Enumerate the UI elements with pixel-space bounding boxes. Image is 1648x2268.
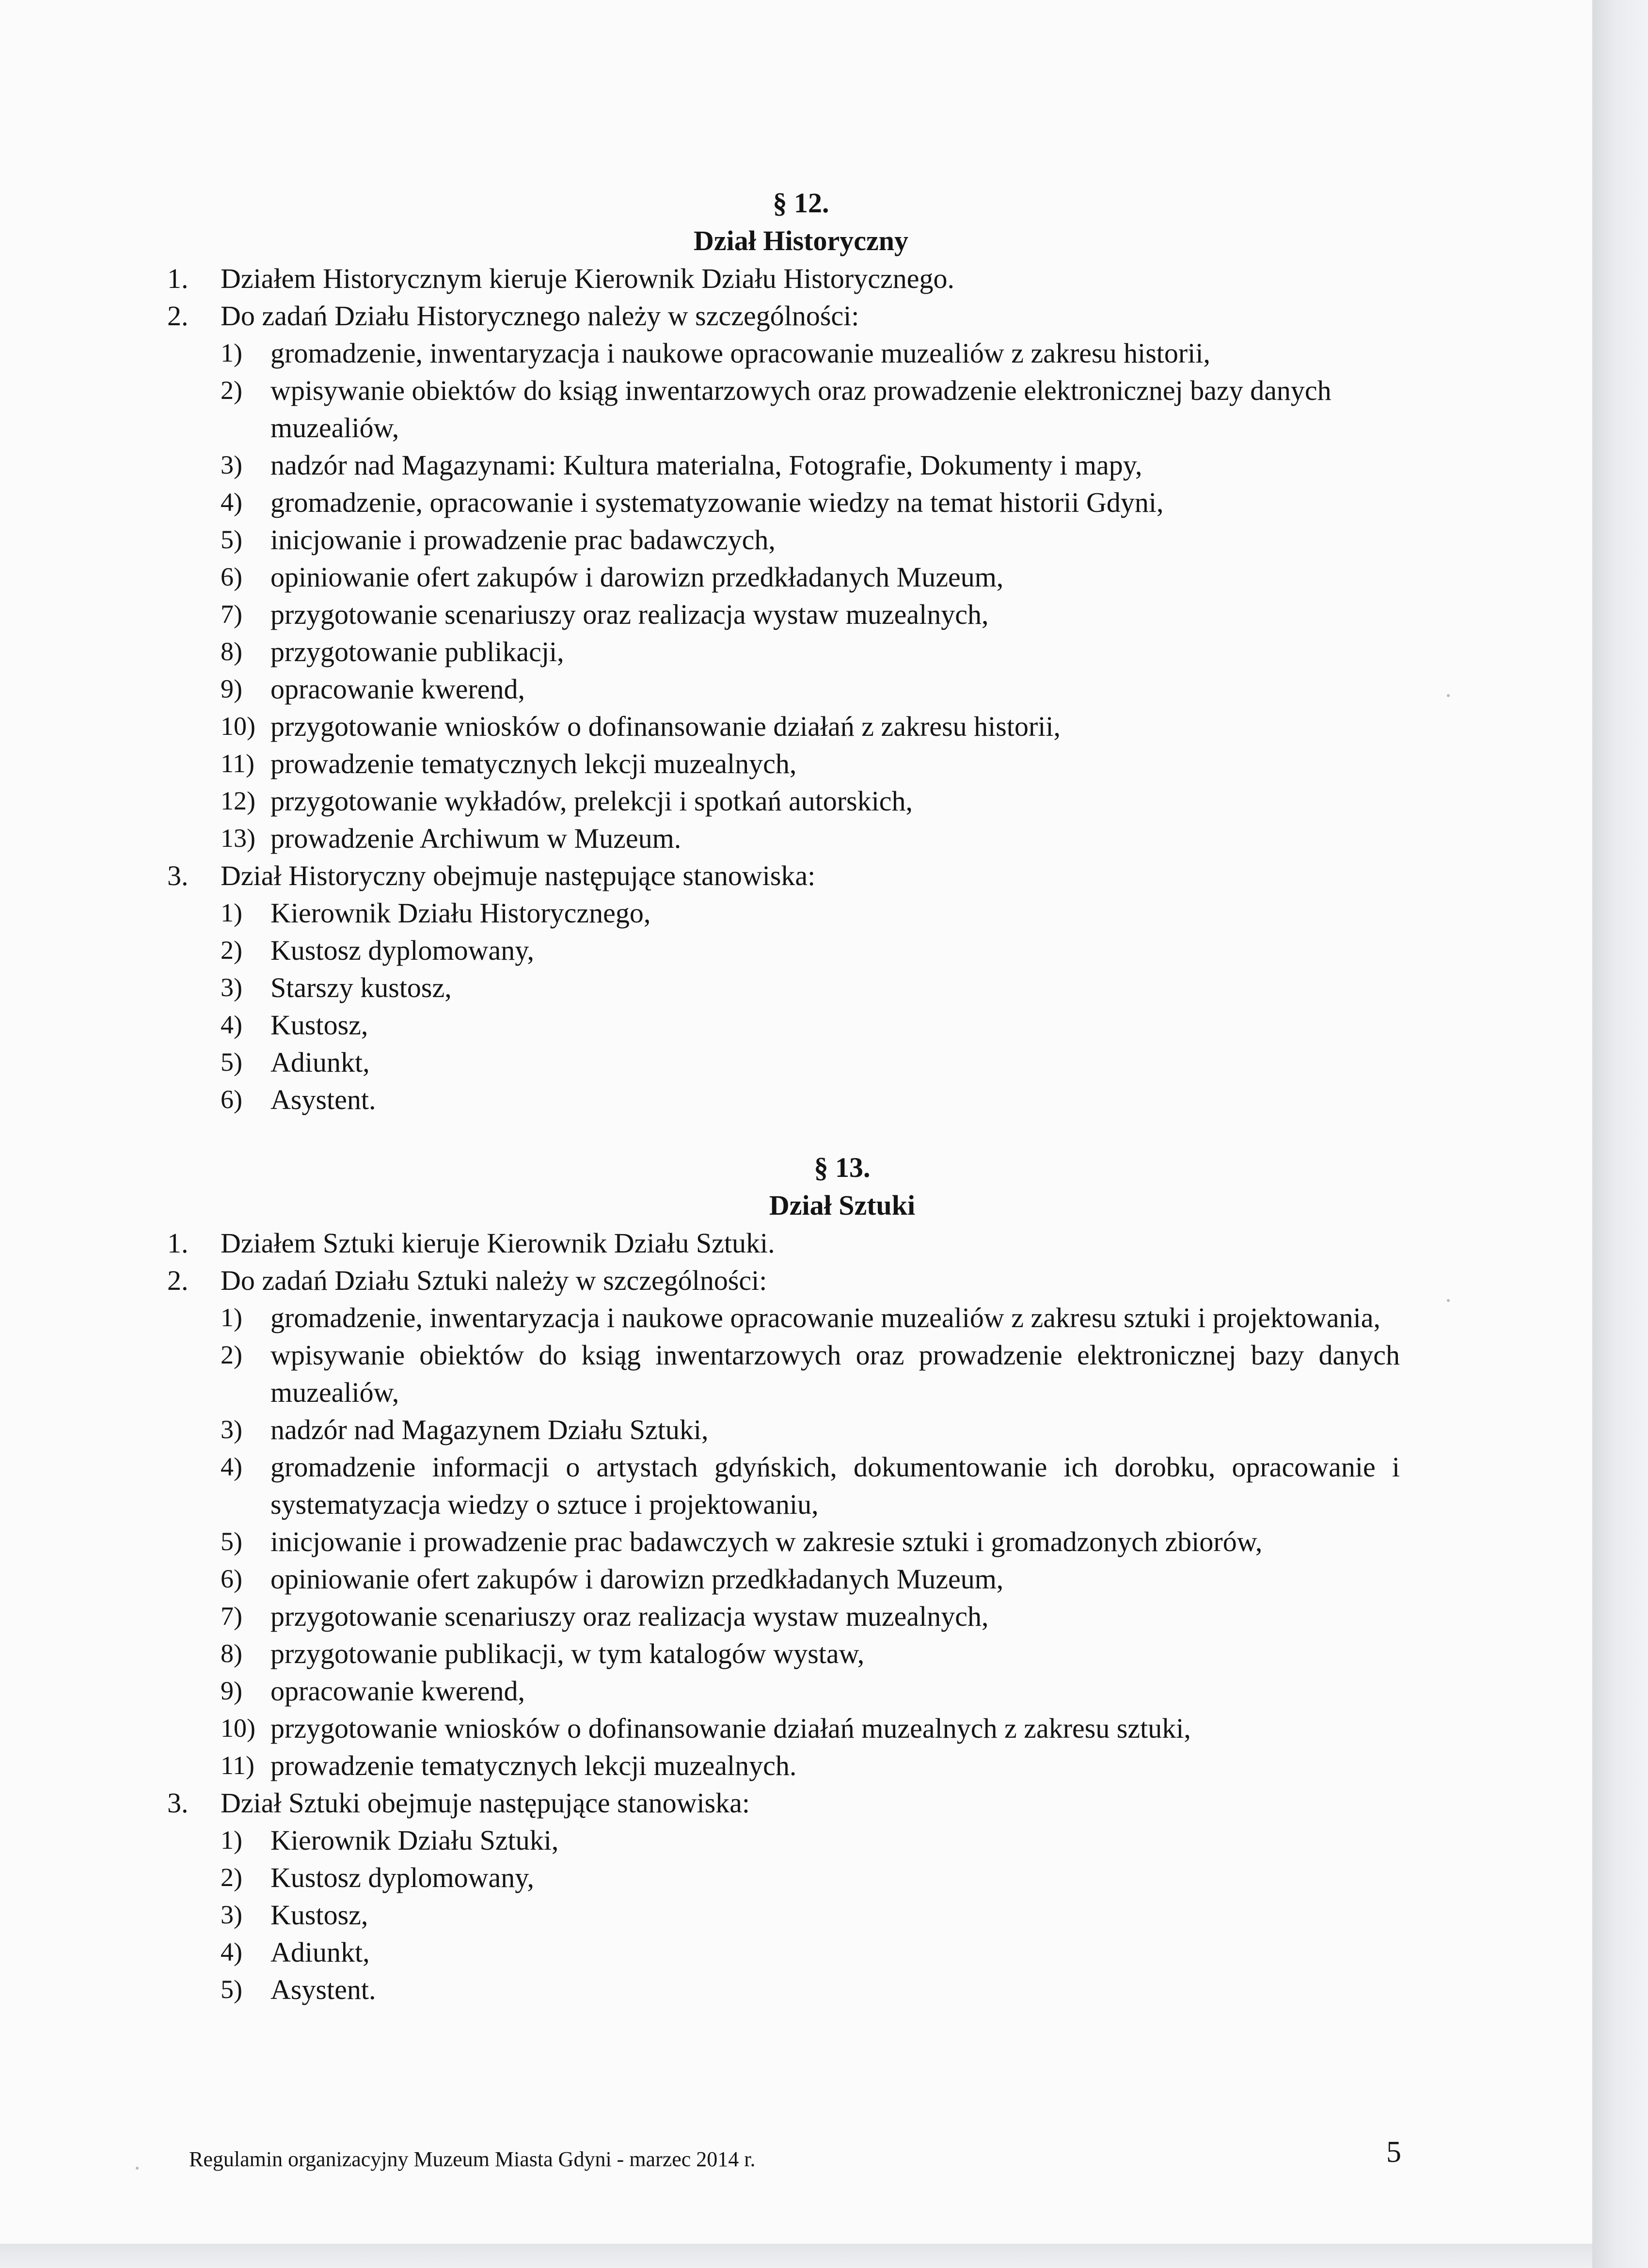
list-item [0,1006,1592,1044]
item-number: 4) [221,1010,242,1039]
list-item [0,1560,1592,1598]
list-item [0,670,1592,708]
item-number: 3) [221,973,242,1002]
item-text: gromadzenie informacji o artystach gdyńskich, dokumentowanie ich dorobku, opracowanie i systematyzacja wiedzy o sztuce i projektowaniu, [270,1451,1400,1520]
clause-text: Do zadań Działu Sztuki należy w szczególności: [221,1265,767,1296]
clause-number: 2. [167,1265,189,1296]
item-text: Kustosz dyplomowany, [270,935,534,966]
list-item [0,969,1592,1006]
list-item [0,782,1592,820]
item-number: 7) [221,1602,242,1631]
item-number: 2) [221,936,242,965]
item-text: opracowanie kwerend, [270,1675,525,1707]
item-number: 2) [221,1863,242,1892]
item-text: Kustosz dyplomowany, [270,1862,534,1893]
item-text: Asystent. [270,1974,376,2005]
clause-number: 1. [167,1227,189,1259]
item-number: 1) [221,1303,242,1332]
item-number: 3) [221,1900,242,1929]
section-title: Dział Historyczny [694,225,908,256]
item-number: 4) [221,1937,242,1967]
scan-edge-right [1592,0,1648,2268]
item-text: wpisywanie obiektów do ksiąg inwentarzowych oraz prowadzenie elektronicznej bazy danych muzealiów, [270,1339,1400,1408]
scan-speck [1447,1299,1450,1302]
item-number: 13) [221,824,255,853]
item-number: 10) [221,712,255,741]
clause-number: 1. [167,263,189,294]
item-text: inicjowanie i prowadzenie prac badawczych w zakresie sztuki i gromadzonych zbiorów, [270,1526,1263,1557]
list-item [0,1448,1592,1523]
list-item [0,633,1592,670]
item-number: 8) [221,1639,242,1668]
item-number: 6) [221,1564,242,1593]
list-item [0,820,1592,857]
item-number: 6) [221,562,242,591]
clause [0,297,1592,334]
list-item [0,932,1592,969]
list-item [0,1859,1592,1896]
clause [0,1262,1592,1299]
list-item [0,1081,1592,1118]
item-text: Kierownik Działu Historycznego, [270,897,651,929]
item-text: przygotowanie wniosków o dofinansowanie działań muzealnych z zakresu sztuki, [270,1713,1191,1744]
list-item [0,1822,1592,1859]
clause-number: 2. [167,300,189,332]
clause-text: Działem Sztuki kieruje Kierownik Działu Sztuki. [221,1227,775,1259]
item-text: przygotowanie publikacji, [270,636,564,667]
item-number: 9) [221,1676,242,1705]
item-number: 1) [221,1825,242,1855]
page-footer [0,2135,1592,2174]
list-item [0,1896,1592,1934]
item-text: przygotowanie wykładów, prelekcji i spotkań autorskich, [270,785,913,817]
item-text: inicjowanie i prowadzenie prac badawczych, [270,524,776,555]
list-item [0,894,1592,932]
clause [0,260,1592,297]
scan-speck [1447,694,1450,697]
item-number: 4) [221,1452,242,1481]
item-number: 11) [221,749,254,778]
item-number: 4) [221,488,242,517]
item-number: 5) [221,1047,242,1077]
item-text: Starszy kustosz, [270,972,452,1003]
item-number: 2) [221,1340,242,1369]
item-number: 3) [221,1415,242,1444]
item-number: 6) [221,1085,242,1114]
page-number: 5 [1386,2136,1401,2169]
list-item [0,558,1592,596]
section-historical-department [0,184,1592,1118]
item-number: 9) [221,674,242,703]
item-text: Kustosz, [270,1009,368,1041]
section-art-department [0,1149,1592,2008]
item-number: 8) [221,637,242,666]
item-text: przygotowanie wniosków o dofinansowanie działań z zakresu historii, [270,711,1061,742]
item-text: Adiunkt, [270,1936,370,1968]
item-number: 1) [221,338,242,367]
item-text: nadzór nad Magazynami: Kultura materialna, Fotografie, Dokumenty i mapy, [270,449,1142,481]
item-number: 5) [221,1975,242,2004]
item-number: 2) [221,376,242,405]
item-number: 1) [221,898,242,927]
item-text: Kierownik Działu Sztuki, [270,1824,559,1856]
item-text: przygotowanie publikacji, w tym katalogów wystaw, [270,1638,865,1669]
item-text: wpisywanie obiektów do ksiąg inwentarzowych oraz prowadzenie elektronicznej bazy danych muzealiów, [270,375,1331,444]
list-item [0,708,1592,745]
list-item [0,1598,1592,1635]
list-item [0,1044,1592,1081]
clause-number: 3. [167,1787,189,1819]
item-text: przygotowanie scenariuszy oraz realizacja wystaw muzealnych, [270,1601,989,1632]
paragraph-number: § 13. [814,1152,871,1183]
clause-number: 3. [167,860,189,891]
clause [0,857,1592,894]
item-text: gromadzenie, inwentaryzacja i naukowe opracowanie muzealiów z zakresu historii, [270,337,1210,369]
item-text: Kustosz, [270,1899,368,1931]
list-item [0,372,1592,446]
item-text: Asystent. [270,1084,376,1115]
item-text: przygotowanie scenariuszy oraz realizacja wystaw muzealnych, [270,599,989,630]
item-text: nadzór nad Magazynem Działu Sztuki, [270,1414,709,1445]
item-number: 5) [221,525,242,554]
item-number: 5) [221,1527,242,1556]
list-item [0,484,1592,521]
clause-text: Dział Sztuki obejmuje następujące stanowiska: [221,1787,750,1819]
list-item [0,1336,1592,1411]
clause-text: Dział Historyczny obejmuje następujące stanowiska: [221,860,816,891]
paragraph-number: § 12. [773,187,829,219]
list-item [0,1971,1592,2008]
list-item [0,334,1592,372]
item-number: 11) [221,1751,254,1780]
list-item [0,446,1592,484]
list-item [0,1635,1592,1672]
item-number: 3) [221,450,242,479]
list-item [0,1672,1592,1710]
list-item [0,1710,1592,1747]
item-text: gromadzenie, opracowanie i systematyzowanie wiedzy na temat historii Gdyni, [270,487,1164,518]
task-list [0,334,1592,857]
clause [0,1784,1592,1822]
item-text: prowadzenie tematycznych lekcji muzealnych, [270,748,797,779]
clause-text: Działem Historycznym kieruje Kierownik Działu Historycznego. [221,263,954,294]
list-item [0,1299,1592,1336]
list-item [0,521,1592,558]
scan-edge-bottom [0,2244,1592,2268]
list-item [0,596,1592,633]
item-number: 10) [221,1713,255,1743]
list-item [0,1747,1592,1784]
list-item [0,1411,1592,1448]
item-text: opiniowanie ofert zakupów i darowizn przedkładanych Muzeum, [270,1563,1004,1595]
footer-text: Regulamin organizacyjny Muzeum Miasta Gdyni - marzec 2014 r. [189,2147,756,2171]
item-text: opiniowanie ofert zakupów i darowizn przedkładanych Muzeum, [270,561,1004,593]
section-title: Dział Sztuki [769,1190,916,1221]
clause-text: Do zadań Działu Historycznego należy w szczególności: [221,300,859,332]
position-list [0,1822,1592,2008]
clause [0,1224,1592,1262]
list-item [0,745,1592,782]
position-list [0,894,1592,1118]
task-list [0,1299,1592,1784]
item-text: Adiunkt, [270,1047,370,1078]
item-text: prowadzenie Archiwum w Muzeum. [270,823,681,854]
item-number: 12) [221,786,255,815]
scan-speck [136,2167,139,2170]
list-item [0,1523,1592,1560]
item-text: prowadzenie tematycznych lekcji muzealnych. [270,1750,797,1781]
item-number: 7) [221,600,242,629]
list-item [0,1934,1592,1971]
item-text: gromadzenie, inwentaryzacja i naukowe opracowanie muzealiów z zakresu sztuki i projektowania, [270,1302,1381,1333]
item-text: opracowanie kwerend, [270,673,525,705]
